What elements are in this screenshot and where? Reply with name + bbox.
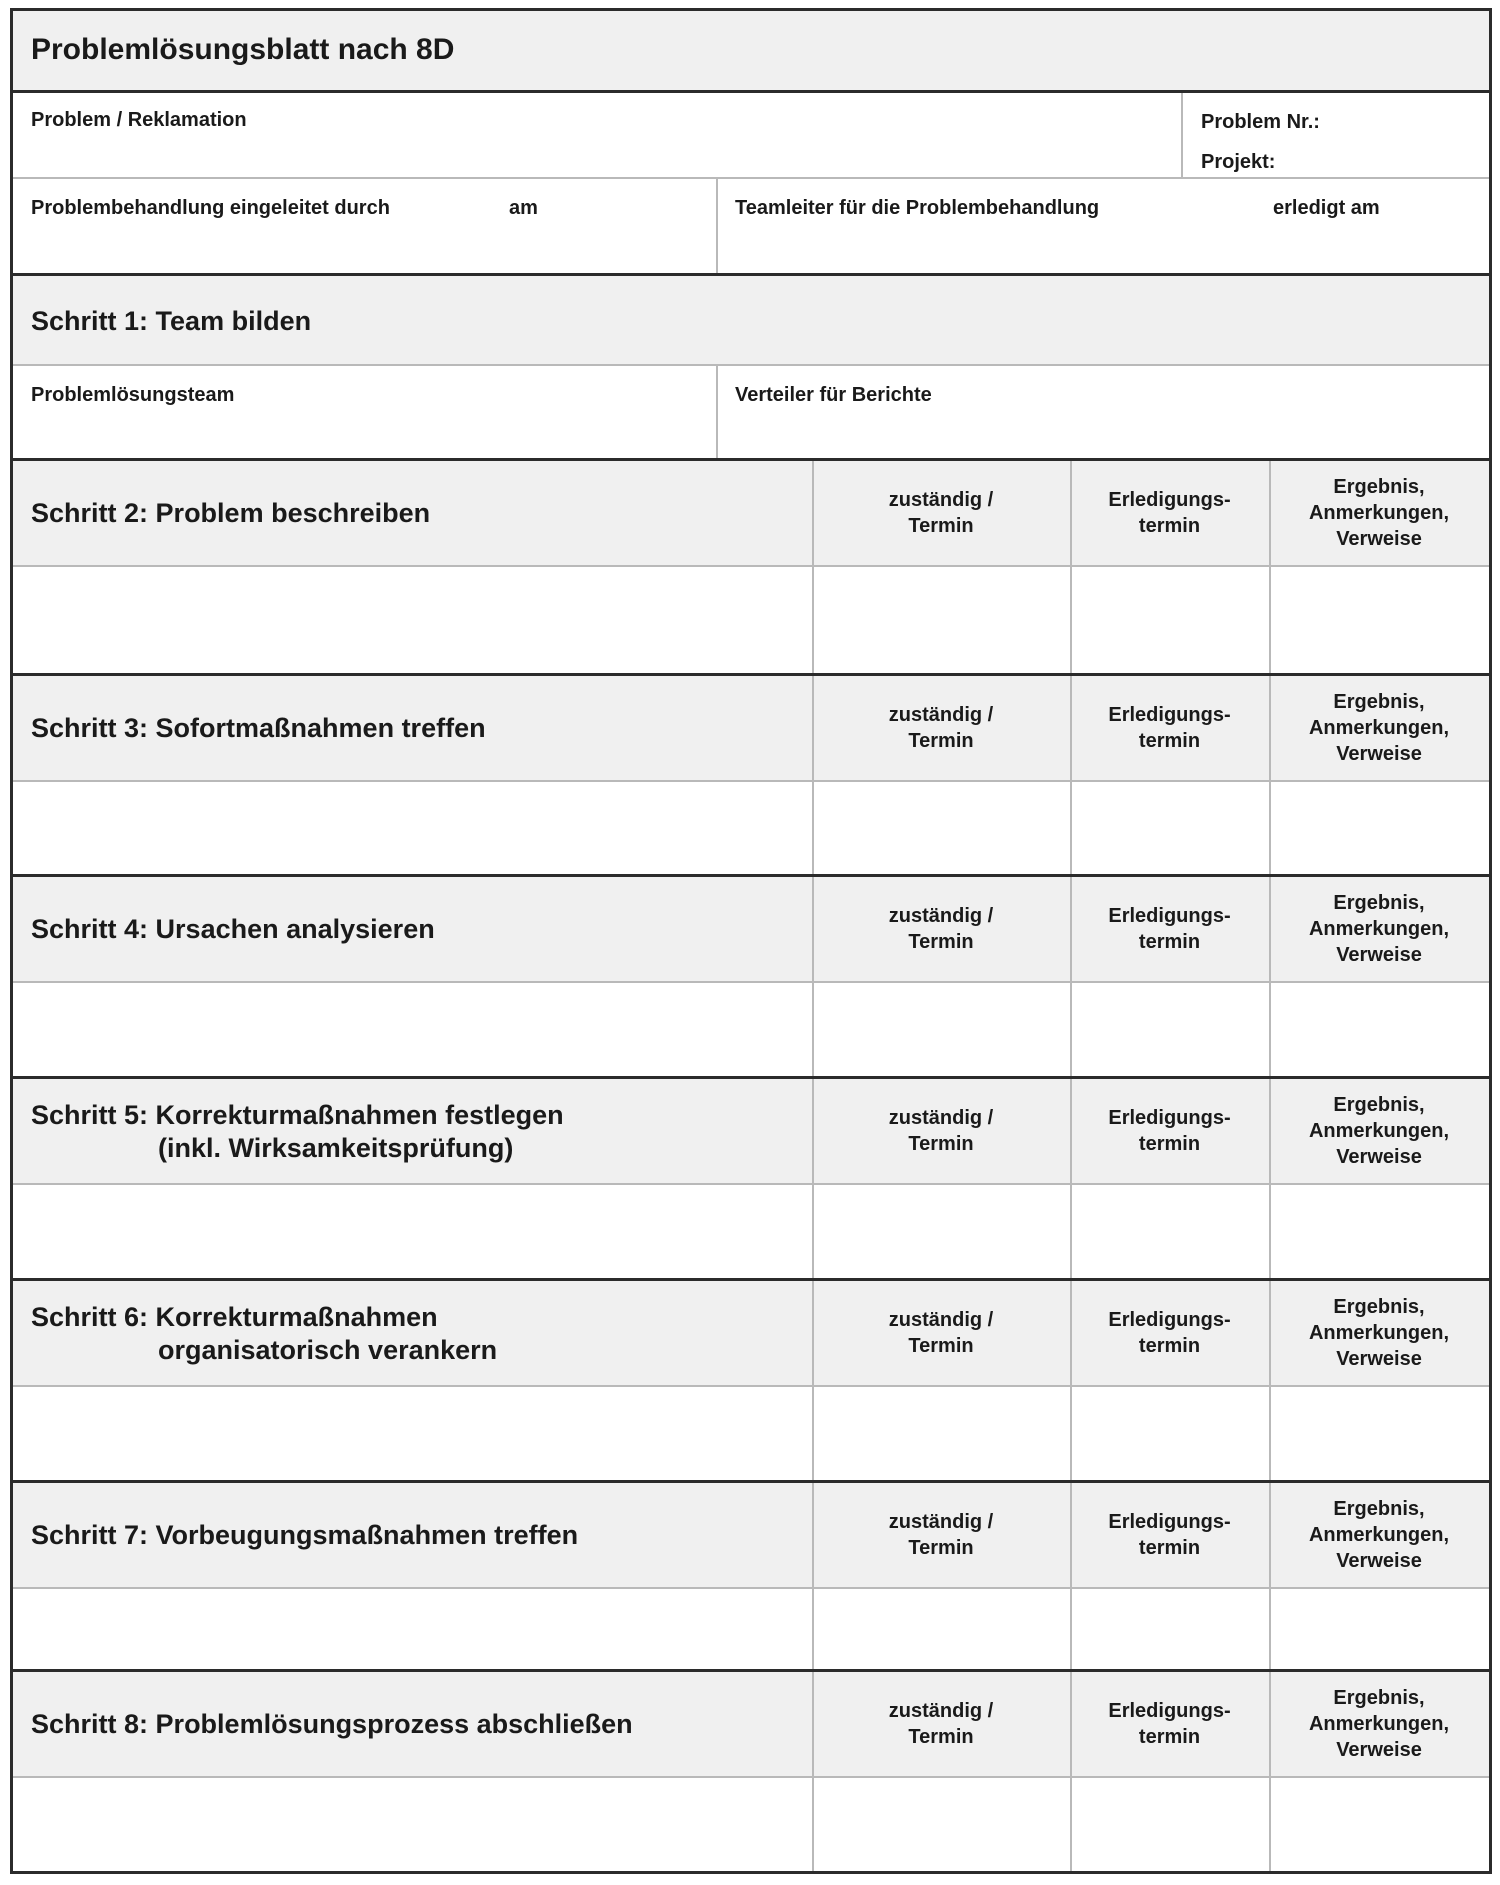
col-result-header: Ergebnis, Anmerkungen, Verweise bbox=[1308, 1498, 1450, 1572]
step-1-title: Schritt 1: Team bilden bbox=[31, 306, 312, 336]
step-2-header bbox=[13, 461, 1489, 567]
col-due-date-header: Erledigungs- termin bbox=[1108, 905, 1231, 953]
step-3-header bbox=[13, 676, 1489, 782]
initiated-am-label: am bbox=[509, 197, 538, 219]
col-result-header: Ergebnis, Anmerkungen, Verweise bbox=[1308, 892, 1450, 966]
step-6-entry-row[interactable] bbox=[13, 1387, 1489, 1483]
col-due-date-header: Erledigungs- termin bbox=[1108, 489, 1231, 537]
form-sheet bbox=[10, 8, 1492, 1874]
col-due-date-header: Erledigungs- termin bbox=[1108, 1309, 1231, 1357]
initiation-row bbox=[13, 179, 1489, 276]
initiated-by-label: Problembehandlung eingeleitet durch bbox=[31, 197, 390, 219]
step-8-header bbox=[13, 1672, 1489, 1778]
col-due-date-header: Erledigungs- termin bbox=[1108, 1107, 1231, 1155]
col-result-header: Ergebnis, Anmerkungen, Verweise bbox=[1308, 476, 1450, 550]
col-due-date-header: Erledigungs- termin bbox=[1108, 704, 1231, 752]
step-4-title: Schritt 4: Ursachen analysieren bbox=[31, 914, 435, 944]
team-label: Problemlösungsteam bbox=[31, 384, 235, 406]
teamleader-label: Teamleiter für die Problembehandlung bbox=[735, 197, 1100, 219]
step-8-entry-row[interactable] bbox=[13, 1778, 1489, 1871]
step-1-header bbox=[13, 276, 1489, 366]
col-result-header: Ergebnis, Anmerkungen, Verweise bbox=[1308, 1094, 1450, 1168]
distribution-label: Verteiler für Berichte bbox=[735, 384, 932, 406]
col-result-header: Ergebnis, Anmerkungen, Verweise bbox=[1308, 1296, 1450, 1370]
step-2-title: Schritt 2: Problem beschreiben bbox=[31, 498, 431, 528]
form-title: Problemlösungsblatt nach 8D bbox=[31, 33, 455, 66]
step-3-entry-row[interactable] bbox=[13, 782, 1489, 877]
col-responsible-header: zuständig / Termin bbox=[888, 704, 994, 752]
form-title-bar bbox=[13, 11, 1489, 93]
col-responsible-header: zuständig / Termin bbox=[888, 1309, 994, 1357]
step-7-header bbox=[13, 1483, 1489, 1589]
problem-label: Problem / Reklamation bbox=[31, 109, 247, 131]
step-6-title: Schritt 6: Korrekturmaßnahmen organisatorisch verankern bbox=[31, 1302, 498, 1365]
col-due-date-header: Erledigungs- termin bbox=[1108, 1700, 1231, 1748]
team-row bbox=[13, 366, 1489, 461]
problem-nr-label: Problem Nr.: bbox=[1201, 111, 1320, 133]
projekt-label: Projekt: bbox=[1201, 151, 1276, 173]
step-4-entry-row[interactable] bbox=[13, 983, 1489, 1079]
step-8-title: Schritt 8: Problemlösungsprozess abschließen bbox=[31, 1709, 633, 1739]
col-result-header: Ergebnis, Anmerkungen, Verweise bbox=[1308, 691, 1450, 765]
col-responsible-header: zuständig / Termin bbox=[888, 1107, 994, 1155]
col-responsible-header: zuständig / Termin bbox=[888, 1700, 994, 1748]
step-5-title: Schritt 5: Korrekturmaßnahmen festlegen (inkl. Wirksamkeitsprüfung) bbox=[31, 1100, 564, 1163]
problem-row bbox=[13, 93, 1489, 179]
step-2-entry-row[interactable] bbox=[13, 567, 1489, 676]
col-responsible-header: zuständig / Termin bbox=[888, 489, 994, 537]
col-result-header: Ergebnis, Anmerkungen, Verweise bbox=[1308, 1687, 1450, 1761]
step-4-header bbox=[13, 877, 1489, 983]
step-7-title: Schritt 7: Vorbeugungsmaßnahmen treffen bbox=[31, 1520, 579, 1550]
col-responsible-header: zuständig / Termin bbox=[888, 905, 994, 953]
col-responsible-header: zuständig / Termin bbox=[888, 1511, 994, 1559]
step-5-header bbox=[13, 1079, 1489, 1185]
step-7-entry-row[interactable] bbox=[13, 1589, 1489, 1672]
step-3-title: Schritt 3: Sofortmaßnahmen treffen bbox=[31, 713, 486, 743]
step-6-header bbox=[13, 1281, 1489, 1387]
done-am-label: erledigt am bbox=[1273, 197, 1380, 219]
step-5-entry-row[interactable] bbox=[13, 1185, 1489, 1281]
col-due-date-header: Erledigungs- termin bbox=[1108, 1511, 1231, 1559]
